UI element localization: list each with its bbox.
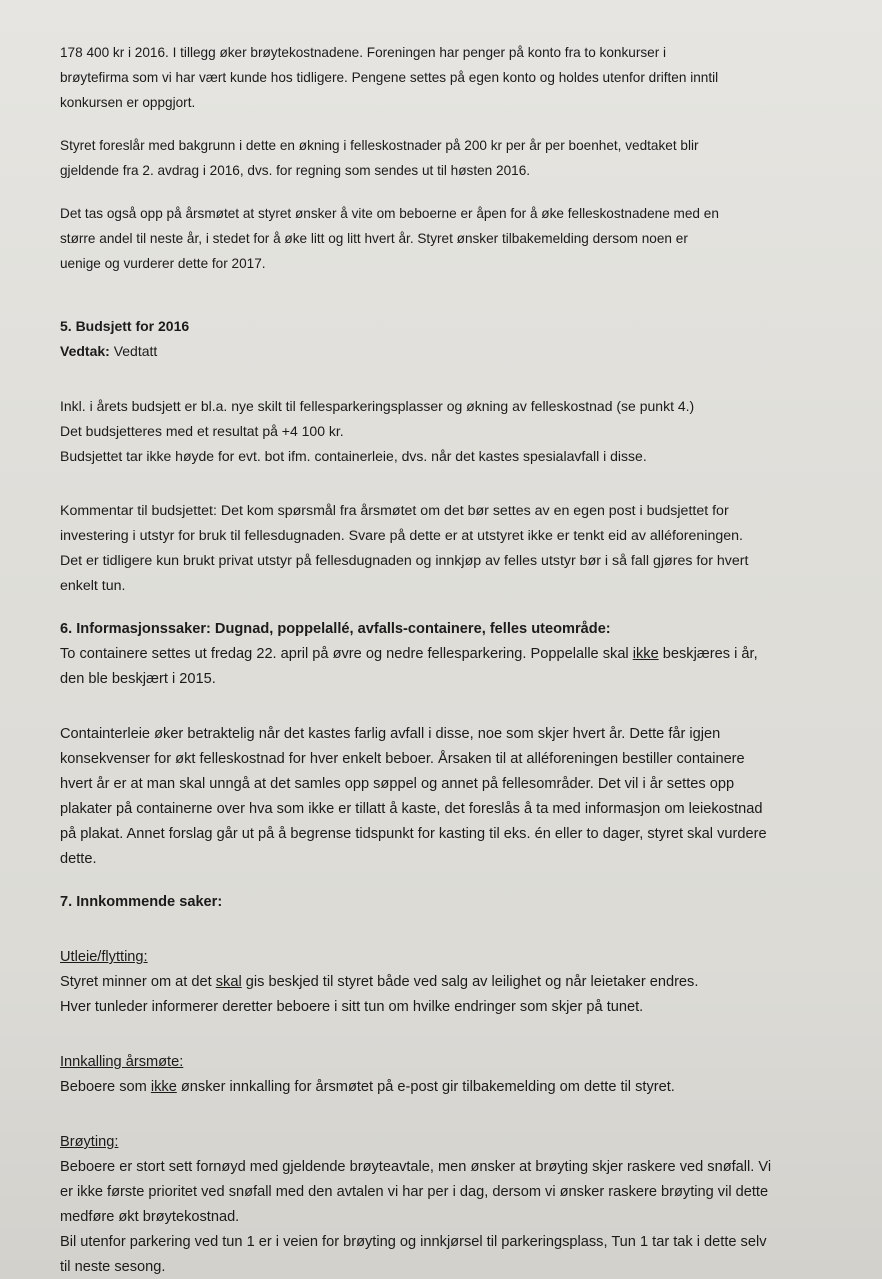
text-segment: To containere settes ut fredag 22. april på øvre og nedre fellesparkering. Poppelalle skal [60, 646, 633, 662]
text-line: gjeldende fra 2. avdrag i 2016, dvs. for regning som sendes ut til høsten 2016. [60, 163, 531, 178]
text-line: større andel til neste år, i stedet for å øke litt og litt hvert år. Styret ønsker tilbakemelding dersom noen er [60, 231, 688, 246]
underlined-word: ikke [632, 646, 659, 662]
text-line: Inkl. i årets budsjett er bl.a. nye skilt til fellesparkeringsplasser og økning av felleskostnad (se punkt 4.) [60, 398, 695, 414]
text-line: uenige og vurderer dette for 2017. [60, 256, 266, 271]
utleie-heading: Utleie/flytting: [60, 949, 148, 965]
text-line: hvert år er at man skal unngå at det samles opp søppel og annet på fellesområder. Det vil i år settes opp [60, 776, 735, 792]
broyting-heading: Brøyting: [60, 1134, 119, 1150]
budget-paragraph [60, 394, 840, 469]
text-line: til neste sesong. [60, 1259, 166, 1275]
text-line: medføre økt brøytekostnad. [60, 1209, 240, 1225]
vedtak-label: Vedtak: [60, 343, 110, 359]
text-segment: beskjæres i år, [658, 646, 758, 662]
text-line [60, 970, 840, 995]
text-line: Det tas også opp på årsmøtet at styret ønsker å vite om beboerne er åpen for å øke felleskostnadene med en [60, 206, 719, 221]
section-6-title: 6. Informasjonssaker: Dugnad, poppelallé, avfalls-containere, felles uteområde: [60, 621, 611, 637]
text-line: investering i utstyr for bruk til fellesdugnaden. Svare på dette er at utstyret ikke er tenkt eid av alléforeningen. [60, 528, 743, 544]
text-line [60, 1075, 840, 1100]
proposal-paragraph [60, 133, 840, 183]
vedtak-line [60, 339, 840, 364]
text-line: brøytefirma som vi har vært kunde hos tidligere. Pengene settes på egen konto og holdes utenfor driften inntil [60, 70, 719, 85]
text-line: Kommentar til budsjettet: Det kom spørsmål fra årsmøtet om det bør settes av en egen post i budsjettet for [60, 503, 729, 519]
text-line: enkelt tun. [60, 578, 126, 594]
text-segment: Beboere som [60, 1079, 151, 1095]
text-line: Styret foreslår med bakgrunn i dette en økning i felleskostnader på 200 kr per år per boenhet, vedtaket blir [60, 138, 699, 153]
text-segment: gis beskjed til styret både ved salg av leilighet og når leietaker endres. [241, 974, 699, 990]
document-body [60, 40, 840, 1279]
text-line: konsekvenser for økt felleskostnad for hver enkelt beboer. Årsaken til at alléforeningen bestiller containere [60, 751, 745, 767]
text-line: Bil utenfor parkering ved tun 1 er i veien for brøyting og innkjørsel til parkeringsplass, Tun 1 tar tak i dette selv [60, 1234, 767, 1250]
section-7-title: 7. Innkommende saker: [60, 894, 223, 910]
text-line: den ble beskjært i 2015. [60, 671, 216, 687]
container-paragraph [60, 722, 840, 872]
innkalling-block [60, 1050, 840, 1100]
text-line: Containterleie øker betraktelig når det kastes farlig avfall i disse, noe som skjer hvert år. Dette får igjen [60, 726, 721, 742]
text-line: plakater på containerne over hva som ikke er tillatt å kaste, det foreslås å ta med informasjon om leiekostnad [60, 801, 763, 817]
section-5 [60, 314, 840, 364]
underlined-word: ikke [150, 1079, 177, 1095]
text-line: Hver tunleder informerer deretter beboere i sitt tun om hvilke endringer som skjer på tunet. [60, 999, 644, 1015]
section-7 [60, 890, 840, 915]
text-line: på plakat. Annet forslag går ut på å begrense tidspunkt for kasting til eks. én eller to dager, styret skal vurdere [60, 826, 767, 842]
text-line: Budsjettet tar ikke høyde for evt. bot ifm. containerleie, dvs. når det kastes spesialavfall i disse. [60, 448, 647, 464]
broyting-block [60, 1130, 840, 1279]
text-line: Det budsjetteres med et resultat på +4 100 kr. [60, 423, 344, 439]
section-5-title: 5. Budsjett for 2016 [60, 318, 190, 334]
text-line: dette. [60, 851, 97, 867]
followup-paragraph [60, 201, 840, 276]
budget-comment-paragraph [60, 499, 840, 599]
text-line: er ikke første prioritet ved snøfall med den avtalen vi har per i dag, dersom vi ønsker raskere brøyting vil dette [60, 1184, 769, 1200]
text-line [60, 642, 840, 667]
text-segment: ønsker innkalling for årsmøtet på e-post gir tilbakemelding om dette til styret. [176, 1079, 675, 1095]
text-line: Beboere er stort sett fornøyd med gjeldende brøyteavtale, men ønsker at brøyting skjer raskere ved snøfall. Vi [60, 1159, 772, 1175]
vedtak-value: Vedtatt [109, 343, 158, 359]
innkalling-heading: Innkalling årsmøte: [60, 1054, 184, 1070]
text-line: 178 400 kr i 2016. I tillegg øker brøytekostnadene. Foreningen har penger på konto fra to konkurser i [60, 45, 667, 60]
utleie-block [60, 945, 840, 1020]
section-6 [60, 617, 840, 692]
intro-paragraph [60, 40, 840, 115]
text-line: konkursen er oppgjort. [60, 95, 196, 110]
text-line: Det er tidligere kun brukt privat utstyr på fellesdugnaden og innkjøp av felles utstyr bør i så fall gjøres for hvert [60, 553, 749, 569]
underlined-word: skal [215, 974, 242, 990]
text-segment: Styret minner om at det [60, 974, 216, 990]
